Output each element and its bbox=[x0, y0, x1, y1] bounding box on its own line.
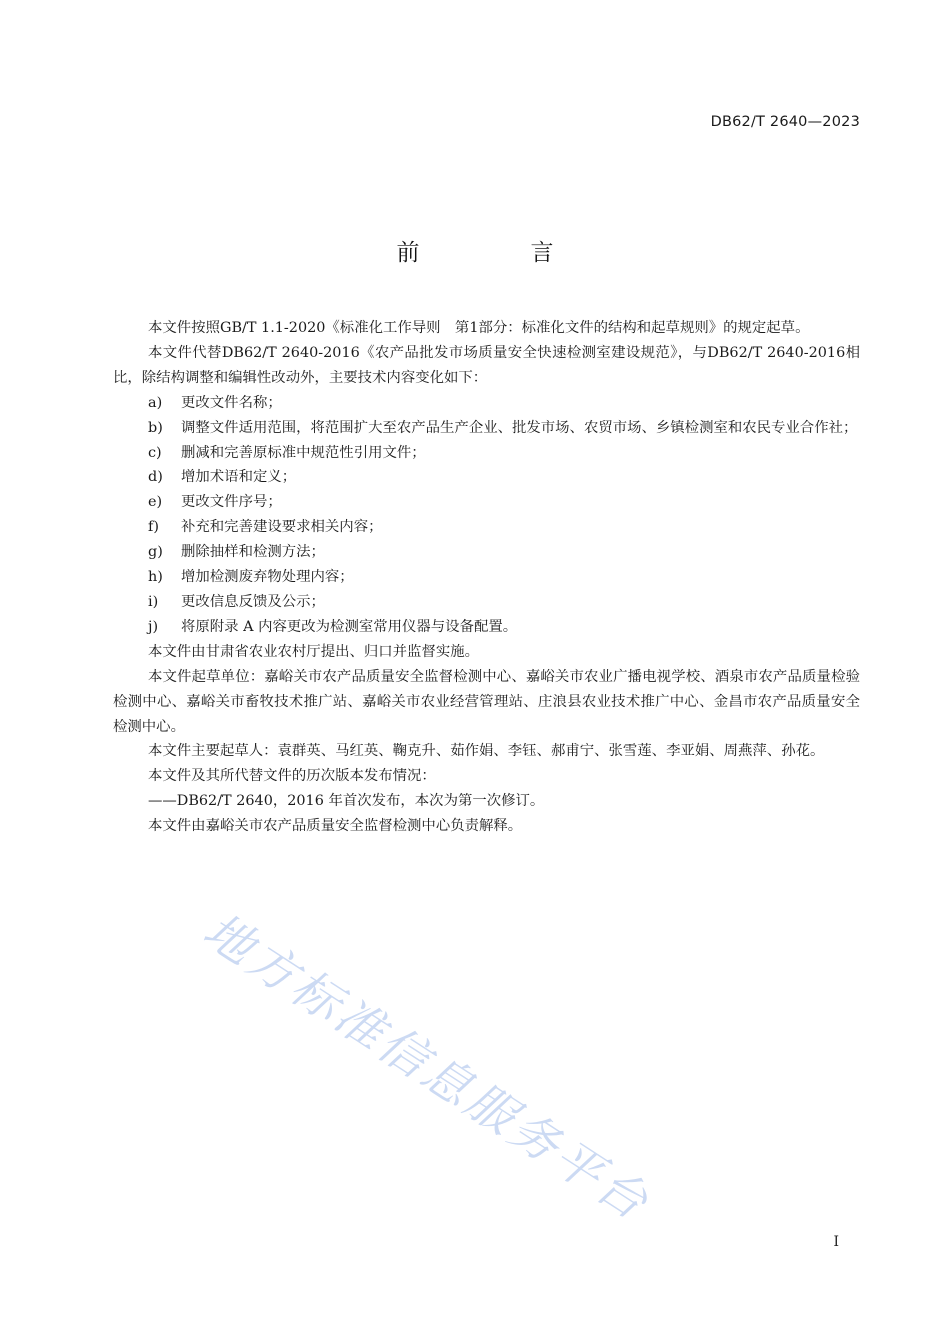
document-code: DB62/T 2640—2023 bbox=[710, 114, 860, 130]
page-number: I bbox=[833, 1234, 839, 1250]
list-item-text: 更改文件序号； bbox=[181, 494, 282, 511]
list-item-text: 更改文件名称； bbox=[181, 394, 282, 411]
list-item bbox=[113, 615, 860, 640]
paragraph-interpretation: 本文件由嘉峪关市农产品质量安全监督检测中心负责解释。 bbox=[148, 818, 523, 835]
list-marker: g) bbox=[148, 544, 163, 561]
paragraph-drafting-rules: 本文件按照GB/T 1.1-2020《标准化工作导则 第1部分：标准化文件的结构和起草规则》的规定起草。 bbox=[148, 320, 810, 336]
list-item bbox=[113, 540, 860, 565]
paragraph-version-history: 本文件及其所代替文件的历次版本发布情况： bbox=[148, 768, 436, 785]
list-marker: d) bbox=[148, 469, 163, 486]
list-marker: i) bbox=[148, 593, 159, 610]
list-item-text: 将原附录 A 内容更改为检测室常用仪器与设备配置。 bbox=[181, 618, 518, 635]
list-marker: f) bbox=[148, 519, 159, 536]
paragraph-proposer: 本文件由甘肃省农业农村厅提出、归口并监督实施。 bbox=[148, 643, 479, 660]
list-item bbox=[113, 590, 860, 615]
list-item bbox=[113, 441, 860, 466]
watermark: 地方标准信息服务平台 bbox=[193, 902, 661, 1233]
list-item-text: 更改信息反馈及公示； bbox=[181, 593, 325, 610]
list-marker: b) bbox=[148, 419, 163, 436]
list-item bbox=[113, 490, 860, 515]
list-marker: e) bbox=[148, 494, 163, 511]
paragraph-history-entry: ——DB62/T 2640，2016 年首次发布，本次为第一次修订。 bbox=[148, 793, 545, 810]
list-item-text: 调整文件适用范围，将范围扩大至农产品生产企业、批发市场、农贸市场、乡镇检测室和农民专业合作社； bbox=[181, 419, 858, 436]
list-item-text: 增加术语和定义； bbox=[181, 469, 297, 486]
page-title: 前 言 bbox=[396, 240, 598, 266]
list-marker: j) bbox=[148, 618, 159, 635]
list-item bbox=[113, 465, 860, 490]
paragraph-drafters: 本文件主要起草人：袁群英、马红英、鞠克升、茹作娟、李钰、郝甫宁、张雪莲、李亚娟、周燕萍、孙花。 bbox=[148, 743, 825, 760]
list-item bbox=[113, 391, 860, 416]
foreword-body bbox=[113, 316, 860, 839]
list-item bbox=[113, 565, 860, 590]
list-item bbox=[113, 515, 860, 540]
list-marker: a) bbox=[148, 394, 163, 411]
list-item-text: 增加检测废弃物处理内容； bbox=[181, 569, 354, 586]
list-marker: h) bbox=[148, 569, 163, 586]
list-item-text: 补充和完善建设要求相关内容； bbox=[181, 519, 383, 536]
list-item-text: 删除抽样和检测方法； bbox=[181, 544, 325, 561]
list-item bbox=[113, 416, 860, 441]
paragraph-replacement: 本文件代替DB62/T 2640-2016《农产品批发市场质量安全快速检测室建设规范》，与DB62/T 2640-2016相比，除结构调整和编辑性改动外，主要技术内容变化如下： bbox=[113, 344, 860, 386]
changes-list bbox=[113, 391, 860, 640]
list-item-text: 删减和完善原标准中规范性引用文件； bbox=[181, 444, 426, 461]
list-marker: c) bbox=[148, 444, 162, 461]
paragraph-drafting-units: 本文件起草单位：嘉峪关市农产品质量安全监督检测中心、嘉峪关市农业广播电视学校、酒泉市农产品质量检验检测中心、嘉峪关市畜牧技术推广站、嘉峪关市农业经营管理站、庄浪县农业技术推广中心、金昌市农产品质量安全检测中心。 bbox=[113, 668, 860, 735]
